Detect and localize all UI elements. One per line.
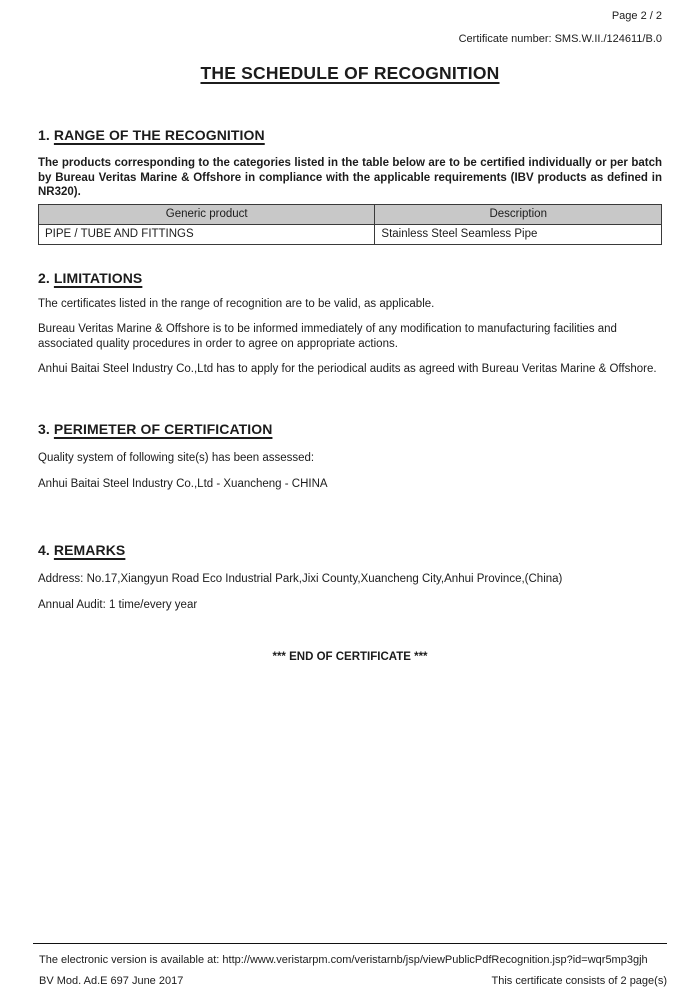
section-number: 1. — [38, 127, 50, 143]
column-header-description: Description — [375, 204, 662, 224]
perimeter-paragraph: Quality system of following site(s) has been assessed: — [38, 451, 315, 464]
page-footer — [33, 943, 667, 988]
section-heading-text: RANGE OF THE RECOGNITION — [53, 127, 265, 143]
page-meta — [38, 10, 662, 46]
page-number: Page 2 / 2 — [611, 10, 662, 22]
electronic-version-note: The electronic version is available at: http://www.veristarpm.com/veristarnb/jsp/viewPublicPdfRecognition.jsp?id=wqr5mp3gjh — [39, 954, 648, 966]
section-heading-text: REMARKS — [53, 541, 126, 558]
section-heading-range — [38, 127, 662, 143]
table-header-row — [39, 204, 662, 224]
page-count-note: This certificate consists of 2 page(s) — [491, 975, 667, 987]
section-number: 4. — [38, 541, 50, 558]
perimeter-site: Anhui Baitai Steel Industry Co.,Ltd - Xuancheng - CHINA — [38, 478, 328, 490]
section-heading-limitations — [38, 270, 662, 286]
footer-bottom-row — [33, 975, 667, 988]
section-heading-text: LIMITATIONS — [53, 269, 143, 286]
document-title: THE SCHEDULE OF RECOGNITION — [200, 63, 500, 83]
recognition-table — [38, 204, 662, 245]
certificate-number: Certificate number: SMS.W.II./124611/B.0 — [458, 33, 662, 45]
limitations-paragraph: Bureau Veritas Marine & Offshore is to be informed immediately of any modification to manufacturing facilities and associated quality procedures in order to agree on appropriate actions. — [38, 323, 617, 350]
remarks-address: Address: No.17,Xiangyun Road Eco Industrial Park,Jixi County,Xuancheng City,Anhui Province,(China) — [38, 572, 563, 585]
footer-divider — [33, 943, 667, 944]
cell-description: Stainless Steel Seamless Pipe — [375, 224, 662, 244]
section-heading-text: PERIMETER OF CERTIFICATION — [53, 420, 273, 437]
section-heading-perimeter — [38, 421, 662, 437]
column-header-generic-product: Generic product — [39, 204, 375, 224]
limitations-paragraph: Anhui Baitai Steel Industry Co.,Ltd has to apply for the periodical audits as agreed with Bureau Veritas Marine & Offshore. — [38, 363, 657, 375]
cell-generic-product: PIPE / TUBE AND FITTINGS — [39, 224, 375, 244]
range-intro-paragraph: The products corresponding to the categories listed in the table below are to be certified individually or per batch by Bureau Veritas Marine & Offshore in compliance with the applicable requirements (IBV products as defined in NR320). — [38, 157, 662, 198]
section-number: 3. — [38, 420, 50, 437]
end-of-certificate-marker: *** END OF CERTIFICATE *** — [272, 650, 428, 663]
remarks-annual-audit: Annual Audit: 1 time/every year — [38, 599, 198, 611]
section-number: 2. — [38, 269, 50, 286]
form-reference: BV Mod. Ad.E 697 June 2017 — [39, 975, 184, 987]
section-heading-remarks — [38, 542, 662, 558]
table-row — [39, 224, 662, 244]
limitations-paragraph: The certificates listed in the range of recognition are to be valid, as applicable. — [38, 297, 435, 310]
